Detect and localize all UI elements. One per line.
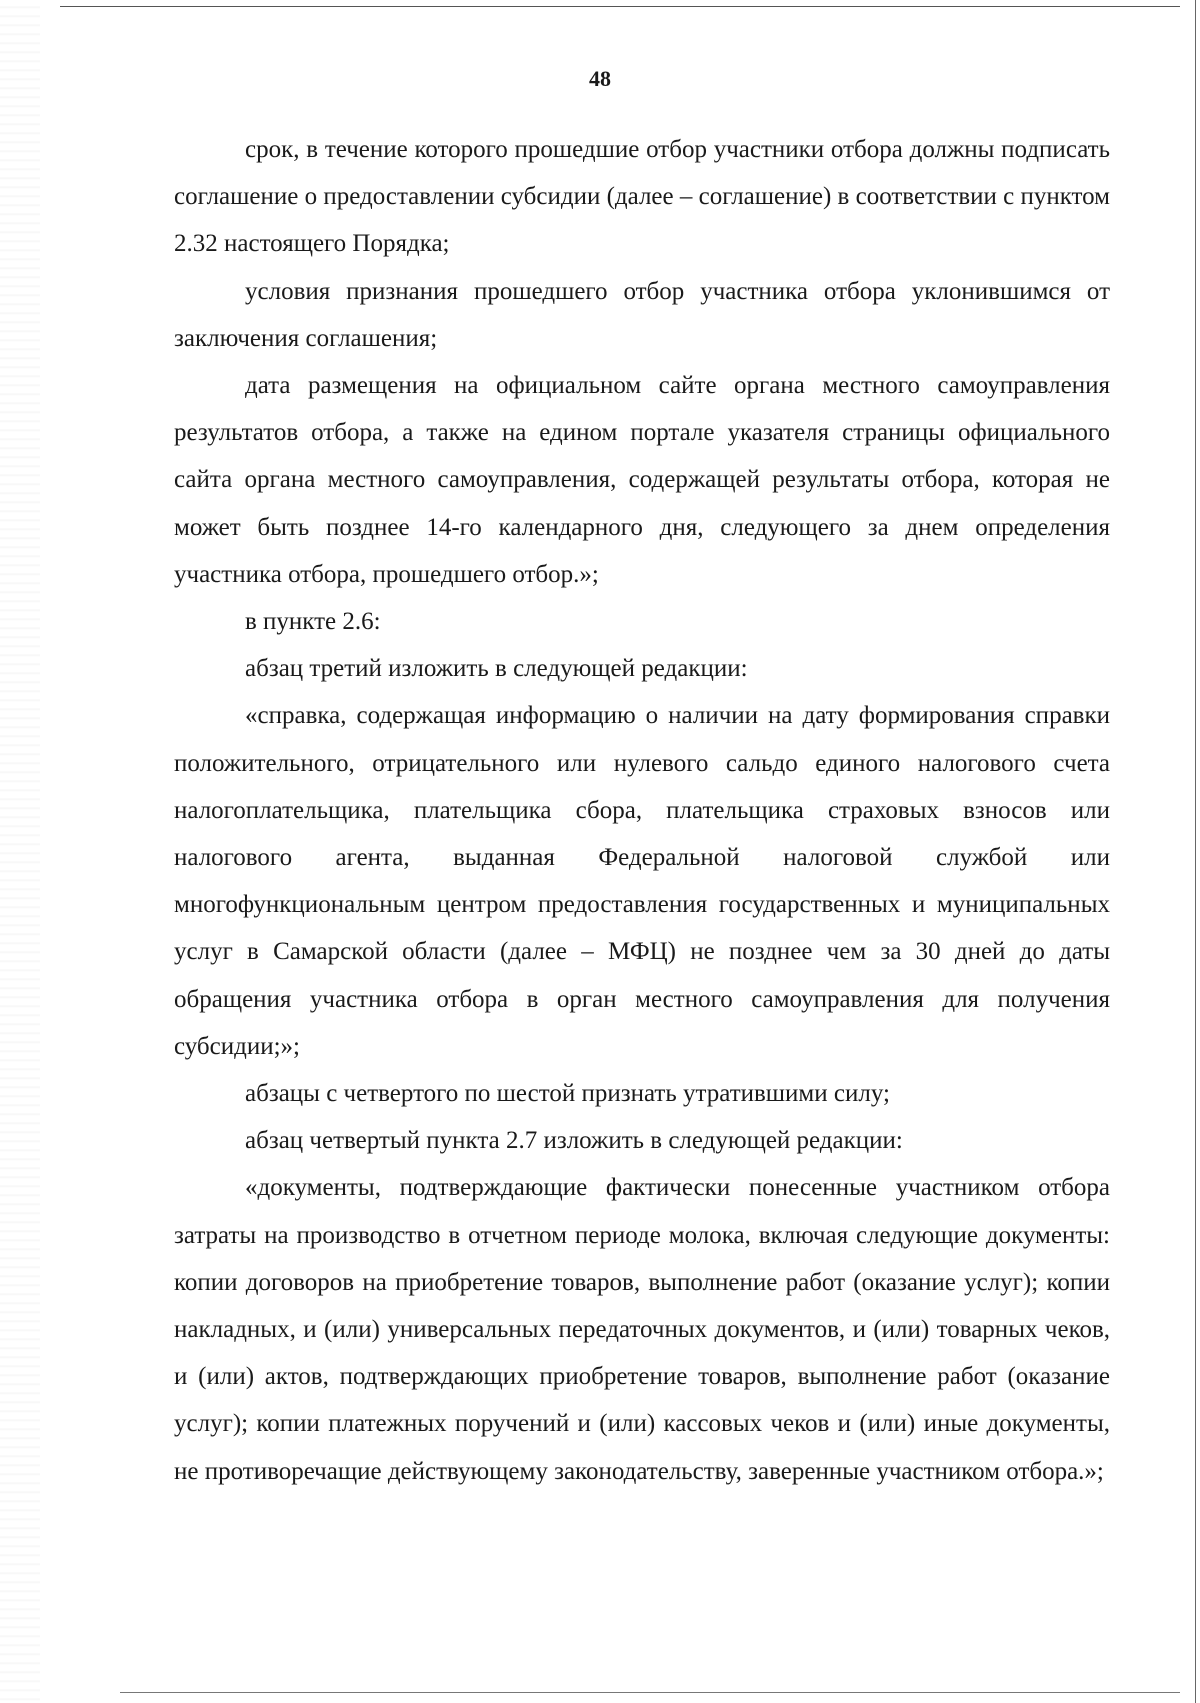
paragraph-8: абзац четвертый пункта 2.7 изложить в следующей редакции: — [245, 1127, 903, 1155]
paragraph-6: «справка, содержащая информацию о наличии на дату формирования справки положительного, отрицательного или нулевого сальдо единого налогового счета налогоплательщика, плательщика сбора, плательщика страховых взносов или налогового агента, выданная Федеральной налоговой службой или многофункциональным центром предоставления государственных и муниципальных услуг в Самарской области (далее – МФЦ) не позднее чем за 30 дней до даты обращения участника отбора в орган местного самоуправления для получения субсидии;»; — [174, 702, 1110, 1060]
paragraph-1: срок, в течение которого прошедшие отбор участники отбора должны подписать соглашение о предоставлении субсидии (далее – соглашение) в соответствии с пунктом 2.32 настоящего Порядка; — [174, 136, 1110, 258]
paragraph-7: абзацы с четвертого по шестой признать утратившими силу; — [245, 1080, 890, 1108]
paragraph-5: абзац третий изложить в следующей редакции: — [245, 655, 748, 683]
scan-bottom-edge-line — [120, 1692, 1180, 1693]
scan-left-edge-noise — [0, 0, 40, 1703]
page-number: 48 — [589, 66, 611, 91]
paragraph-3: дата размещения на официальном сайте органа местного самоуправления результатов отбора, а также на едином портале указателя страницы официального сайта органа местного самоуправления, содержащей результаты отбора, которая не может быть позднее 14-го календарного дня, следующего за днем определения участника отбора, прошедшего отбор.»; — [174, 372, 1110, 588]
paragraph-9: «документы, подтверждающие фактически понесенные участником отбора затраты на производство в отчетном периоде молока, включая следующие документы: копии договоров на приобретение товаров, выполнение работ (оказание услуг); копии накладных, и (или) универсальных передаточных документов, и (или) товарных чеков, и (или) актов, подтверждающих приобретение товаров, выполнение работ (оказание услуг); копии платежных поручений и (или) кассовых чеков и (или) иные документы, не противоречащие действующему законодательству, заверенные участником отбора.»; — [174, 1174, 1110, 1485]
paragraph-2: условия признания прошедшего отбор участника отбора уклонившимся от заключения соглашения; — [174, 277, 1110, 352]
paragraph-4: в пункте 2.6: — [245, 608, 381, 636]
scan-right-edge-line — [1195, 0, 1196, 1703]
document-body — [174, 126, 1110, 1495]
scan-top-edge-line — [60, 6, 1180, 7]
